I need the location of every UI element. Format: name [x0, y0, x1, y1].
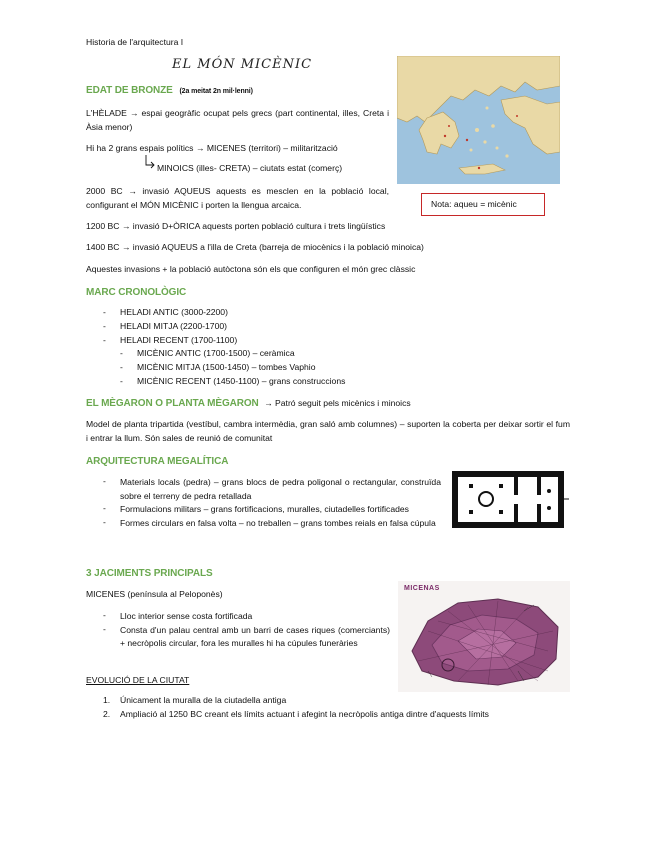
heading-evolucio: EVOLUCIÓ DE LA CIUTAT [86, 675, 190, 685]
megaron-plan-icon [452, 471, 570, 528]
invasion-1200-line: 1200 BC → invasió D+ÒRICA aquests porten població cultura i trets lingüístics [86, 221, 386, 231]
list-item-text: HELADI ANTIC (3000-2200) [120, 307, 228, 317]
hook-arrow-icon [144, 155, 156, 171]
list-item-text: Formulacions militars – grans fortificacions, muralles, ciutadelles fortificades [120, 504, 409, 514]
list-item-text: Formes circulars en falsa volta – no treballen – grans tombes reials en falsa cúpula [120, 517, 436, 528]
megaron-plan-image [452, 471, 570, 528]
megaron-pattern-text: → Patró seguit pels micènics i minoics [264, 398, 411, 408]
invasion-1400-line: 1400 BC → invasió AQUEUS a l'illa de Creta (barreja de miocènics i la població minoica) [86, 242, 424, 252]
invasion-2000-paragraph: 2000 BC → invasió AQUEUS aquests es mesclen en la població local, configurant el MÓN MICÈNIC i porten la llengua arcaica. [86, 186, 389, 210]
chronology-list [103, 307, 403, 393]
list-subitem-text: MICÈNIC RECENT (1450-1100) – grans construccions [137, 376, 346, 386]
heading-text: EL MÈGARON O PLANTA MÈGARON [86, 398, 259, 409]
list-item: - HELADI RECENT (1700-1100) [103, 335, 238, 345]
list-item-text: Ampliació al 1250 BC creant els límits actuant i afegint la necròpolis antiga dintre d'aquests límits [120, 709, 489, 719]
list-item: - Lloc interior sense costa fortificada [103, 610, 390, 624]
hellade-paragraph: L'HÈLADE → espai geogràfic ocupat pels grecs (part continental, illes, Creta i Àsia menor) [86, 108, 389, 132]
heading-text: EDAT DE BRONZE [86, 85, 173, 96]
heading-marc-cronologic: MARC CRONOLÒGIC [86, 287, 187, 298]
list-item: - Formes circulars en falsa volta – no treballen – grans tombes reials en falsa cúpula [103, 517, 441, 531]
megalithic-list [103, 476, 441, 530]
greece-map-image [397, 56, 560, 184]
megaron-paragraph: Model de planta tripartida (vestíbul, cambra intermèdia, gran saló amb columnes) – suporten la coberta per deixar sortir el fum i entrar la llum. Són sales de reunió de comunitat [86, 419, 570, 443]
heading-subtitle: (2a meitat 2n mil·lenni) [179, 88, 253, 95]
heading-megaron [86, 398, 411, 409]
heading-edat-de-bronze [86, 85, 253, 97]
list-item: 2. Ampliació al 1250 BC creant els límits actuant i afegint la necròpolis antiga dintre d'aquests límits [103, 709, 489, 719]
list-item-text: Materials locals (pedra) – grans blocs de pedra poligonal o rectangular, construïda sobre el terreny de pedra retallada [120, 477, 441, 501]
list-item-text: Lloc interior sense costa fortificada [120, 611, 253, 621]
list-subitem-text: MICÈNIC ANTIC (1700-1500) – ceràmica [137, 348, 295, 358]
citadel-illustration-icon [398, 581, 570, 692]
list-item: - Materials locals (pedra) – grans blocs de pedra poligonal o rectangular, construïda sobre el terreny de pedra retallada [103, 476, 441, 503]
micenes-list [103, 610, 390, 651]
note-box [421, 193, 545, 216]
list-item-text: HELADI RECENT (1700-1100) [120, 335, 238, 345]
heading-arquitectura-megalitica: ARQUITECTURA MEGALÍTICA [86, 456, 229, 467]
heading-jaciments: 3 JACIMENTS PRINCIPALS [86, 568, 213, 579]
note-text: Nota: aqueu = micènic [431, 199, 517, 209]
document-header: Historia de l'arquitectura I [86, 37, 184, 47]
invasions-summary-line: Aquestes invasions + la població autòctona són els que configuren el món grec clàssic [86, 264, 416, 274]
micenes-citadel-image [398, 581, 570, 692]
citadel-image-title: MICENAS [404, 585, 440, 592]
list-item-text: Consta d'un palau central amb un barri de cases riques (comerciants) + necròpolis circular, fora les muralles hi ha cúpules funeràries [120, 624, 390, 648]
minoics-line: MINOICS (illes- CRETA) – ciutats estat (comerç) [157, 163, 343, 173]
list-subitem: - MICÈNIC MITJA (1500-1450) – tombes Vaphio [120, 362, 316, 372]
list-item: - HELADI MITJA (2200-1700) [103, 321, 227, 331]
political-spaces-line: Hi ha 2 grans espais polítics → MICENES (territori) – militarització [86, 143, 338, 153]
micenes-line: MICENES (península al Peloponès) [86, 589, 223, 599]
list-item: - Consta d'un palau central amb un barri de cases riques (comerciants) + necròpolis circular, fora les muralles hi ha cúpules funeràries [103, 624, 390, 651]
list-subitem-text: MICÈNIC MITJA (1500-1450) – tombes Vaphio [137, 362, 316, 372]
list-item: - HELADI ANTIC (3000-2200) [103, 307, 228, 317]
list-item-text: Únicament la muralla de la ciutadella antiga [120, 695, 287, 705]
list-subitem: - MICÈNIC RECENT (1450-1100) – grans construccions [120, 376, 346, 386]
list-item: - Formulacions militars – grans fortificacions, muralles, ciutadelles fortificades [103, 503, 441, 517]
list-item: 1. Únicament la muralla de la ciutadella antiga [103, 695, 287, 705]
list-item-text: HELADI MITJA (2200-1700) [120, 321, 227, 331]
page-title: EL MÓN MICÈNIC [172, 57, 313, 72]
evolution-list [103, 695, 573, 723]
greece-map-icon [397, 56, 560, 184]
list-subitem: - MICÈNIC ANTIC (1700-1500) – ceràmica [120, 348, 295, 358]
